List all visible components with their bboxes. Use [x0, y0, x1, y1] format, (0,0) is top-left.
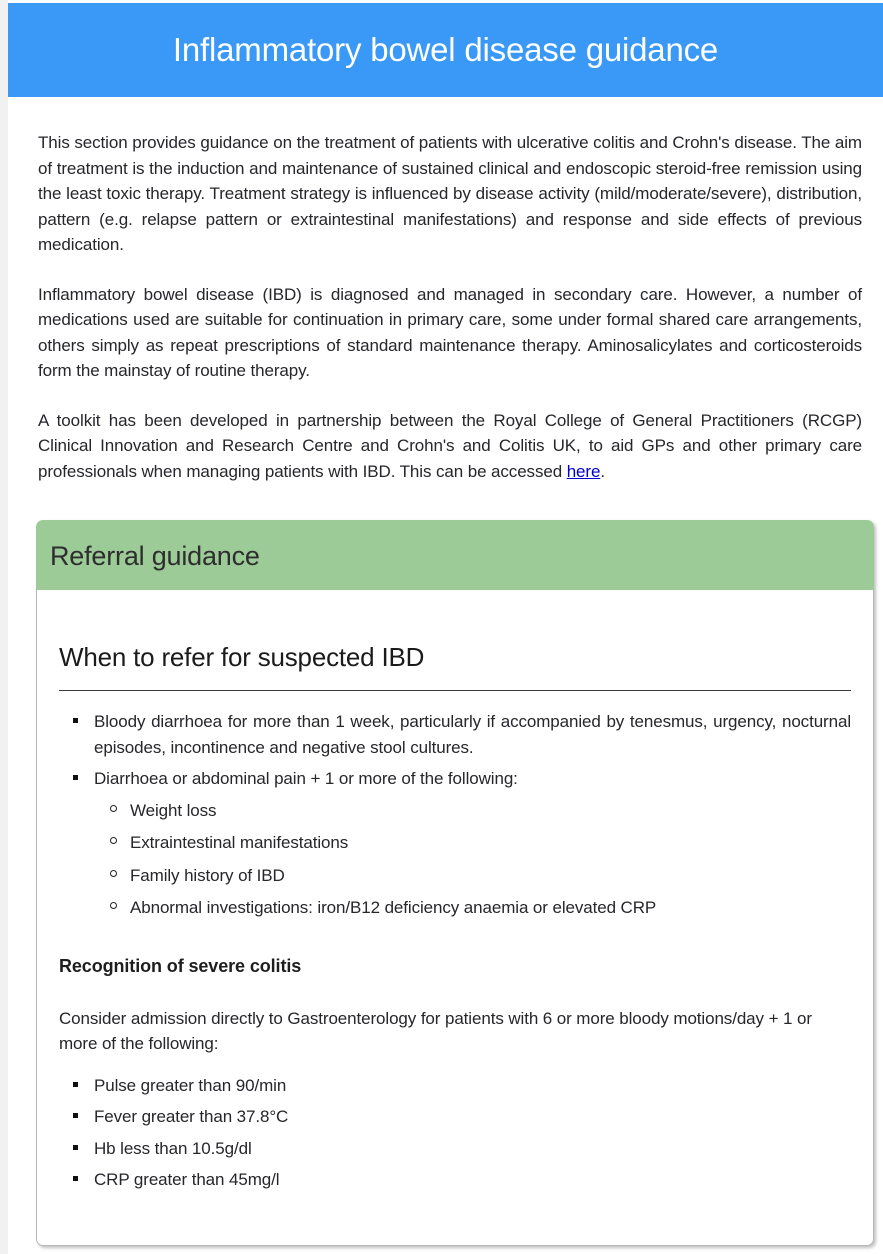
referral-guidance-panel-header	[36, 520, 874, 590]
list-item-text: Diarrhoea or abdominal pain + 1 or more of the following:	[94, 769, 518, 788]
intro-paragraph-1: This section provides guidance on the treatment of patients with ulcerative colitis and Crohn's disease. The aim of treatment is the induction and maintenance of sustained clinical and endoscopic steroid-free remission using the least toxic therapy. Treatment strategy is influenced by disease activity (mild/moderate/severe), distribution, pattern (e.g. relapse pattern or extraintestinal manifestations) and response and side effects of previous medication.	[38, 133, 862, 254]
referral-guidance-panel-body	[36, 590, 874, 1246]
content-area	[8, 3, 883, 1246]
sub-list-item: Family history of IBD	[130, 863, 851, 889]
list-item	[94, 709, 851, 760]
list-item: Fever greater than 37.8°C	[94, 1104, 851, 1130]
referral-criteria-list	[59, 709, 851, 921]
when-to-refer-heading: When to refer for suspected IBD	[59, 642, 425, 672]
intro-paragraph-3-period: .	[600, 461, 605, 481]
page-title: Inflammatory bowel disease guidance	[172, 31, 719, 68]
toolkit-here-link[interactable]: here	[566, 461, 601, 481]
referral-guidance-panel	[36, 520, 874, 1246]
list-item: Pulse greater than 90/min	[94, 1073, 851, 1099]
page-header-banner	[8, 3, 883, 97]
list-item	[94, 766, 851, 921]
list-item: CRP greater than 45mg/l	[94, 1167, 851, 1193]
sub-list-item: Weight loss	[130, 798, 851, 824]
severe-colitis-heading: Recognition of severe colitis	[59, 955, 302, 976]
severe-colitis-intro: Consider admission directly to Gastroenterology for patients with 6 or more bloody motions/day + 1 or more of the following:	[59, 1008, 812, 1053]
heading-divider	[59, 690, 851, 691]
intro-paragraph-3	[38, 408, 862, 485]
severe-colitis-criteria-list	[59, 1073, 851, 1193]
sub-list-item: Abnormal investigations: iron/B12 deficiency anaemia or elevated CRP	[130, 895, 851, 921]
referral-guidance-title: Referral guidance	[50, 541, 260, 571]
intro-section	[8, 97, 883, 484]
sub-list-item: Extraintestinal manifestations	[130, 830, 851, 856]
intro-paragraph-3-text: A toolkit has been developed in partnership between the Royal College of General Practitioners (RCGP) Clinical Innovation and Research Centre and Crohn's and Colitis UK, to aid GPs and other primary care professionals when managing patients with IBD. This can be accessed	[38, 410, 862, 481]
intro-paragraph-2: Inflammatory bowel disease (IBD) is diagnosed and managed in secondary care. However, a number of medications used are suitable for continuation in primary care, some under formal shared care arrangements, others simply as repeat prescriptions of standard maintenance therapy. Aminosalicylates and corticosteroids form the mainstay of routine therapy.	[38, 284, 862, 380]
page-left-gutter	[0, 0, 8, 1254]
list-item: Hb less than 10.5g/dl	[94, 1136, 851, 1162]
referral-criteria-sublist	[94, 798, 851, 921]
list-item-text: Bloody diarrhoea for more than 1 week, particularly if accompanied by tenesmus, urgency, nocturnal episodes, incontinence and negative stool cultures.	[94, 712, 851, 757]
